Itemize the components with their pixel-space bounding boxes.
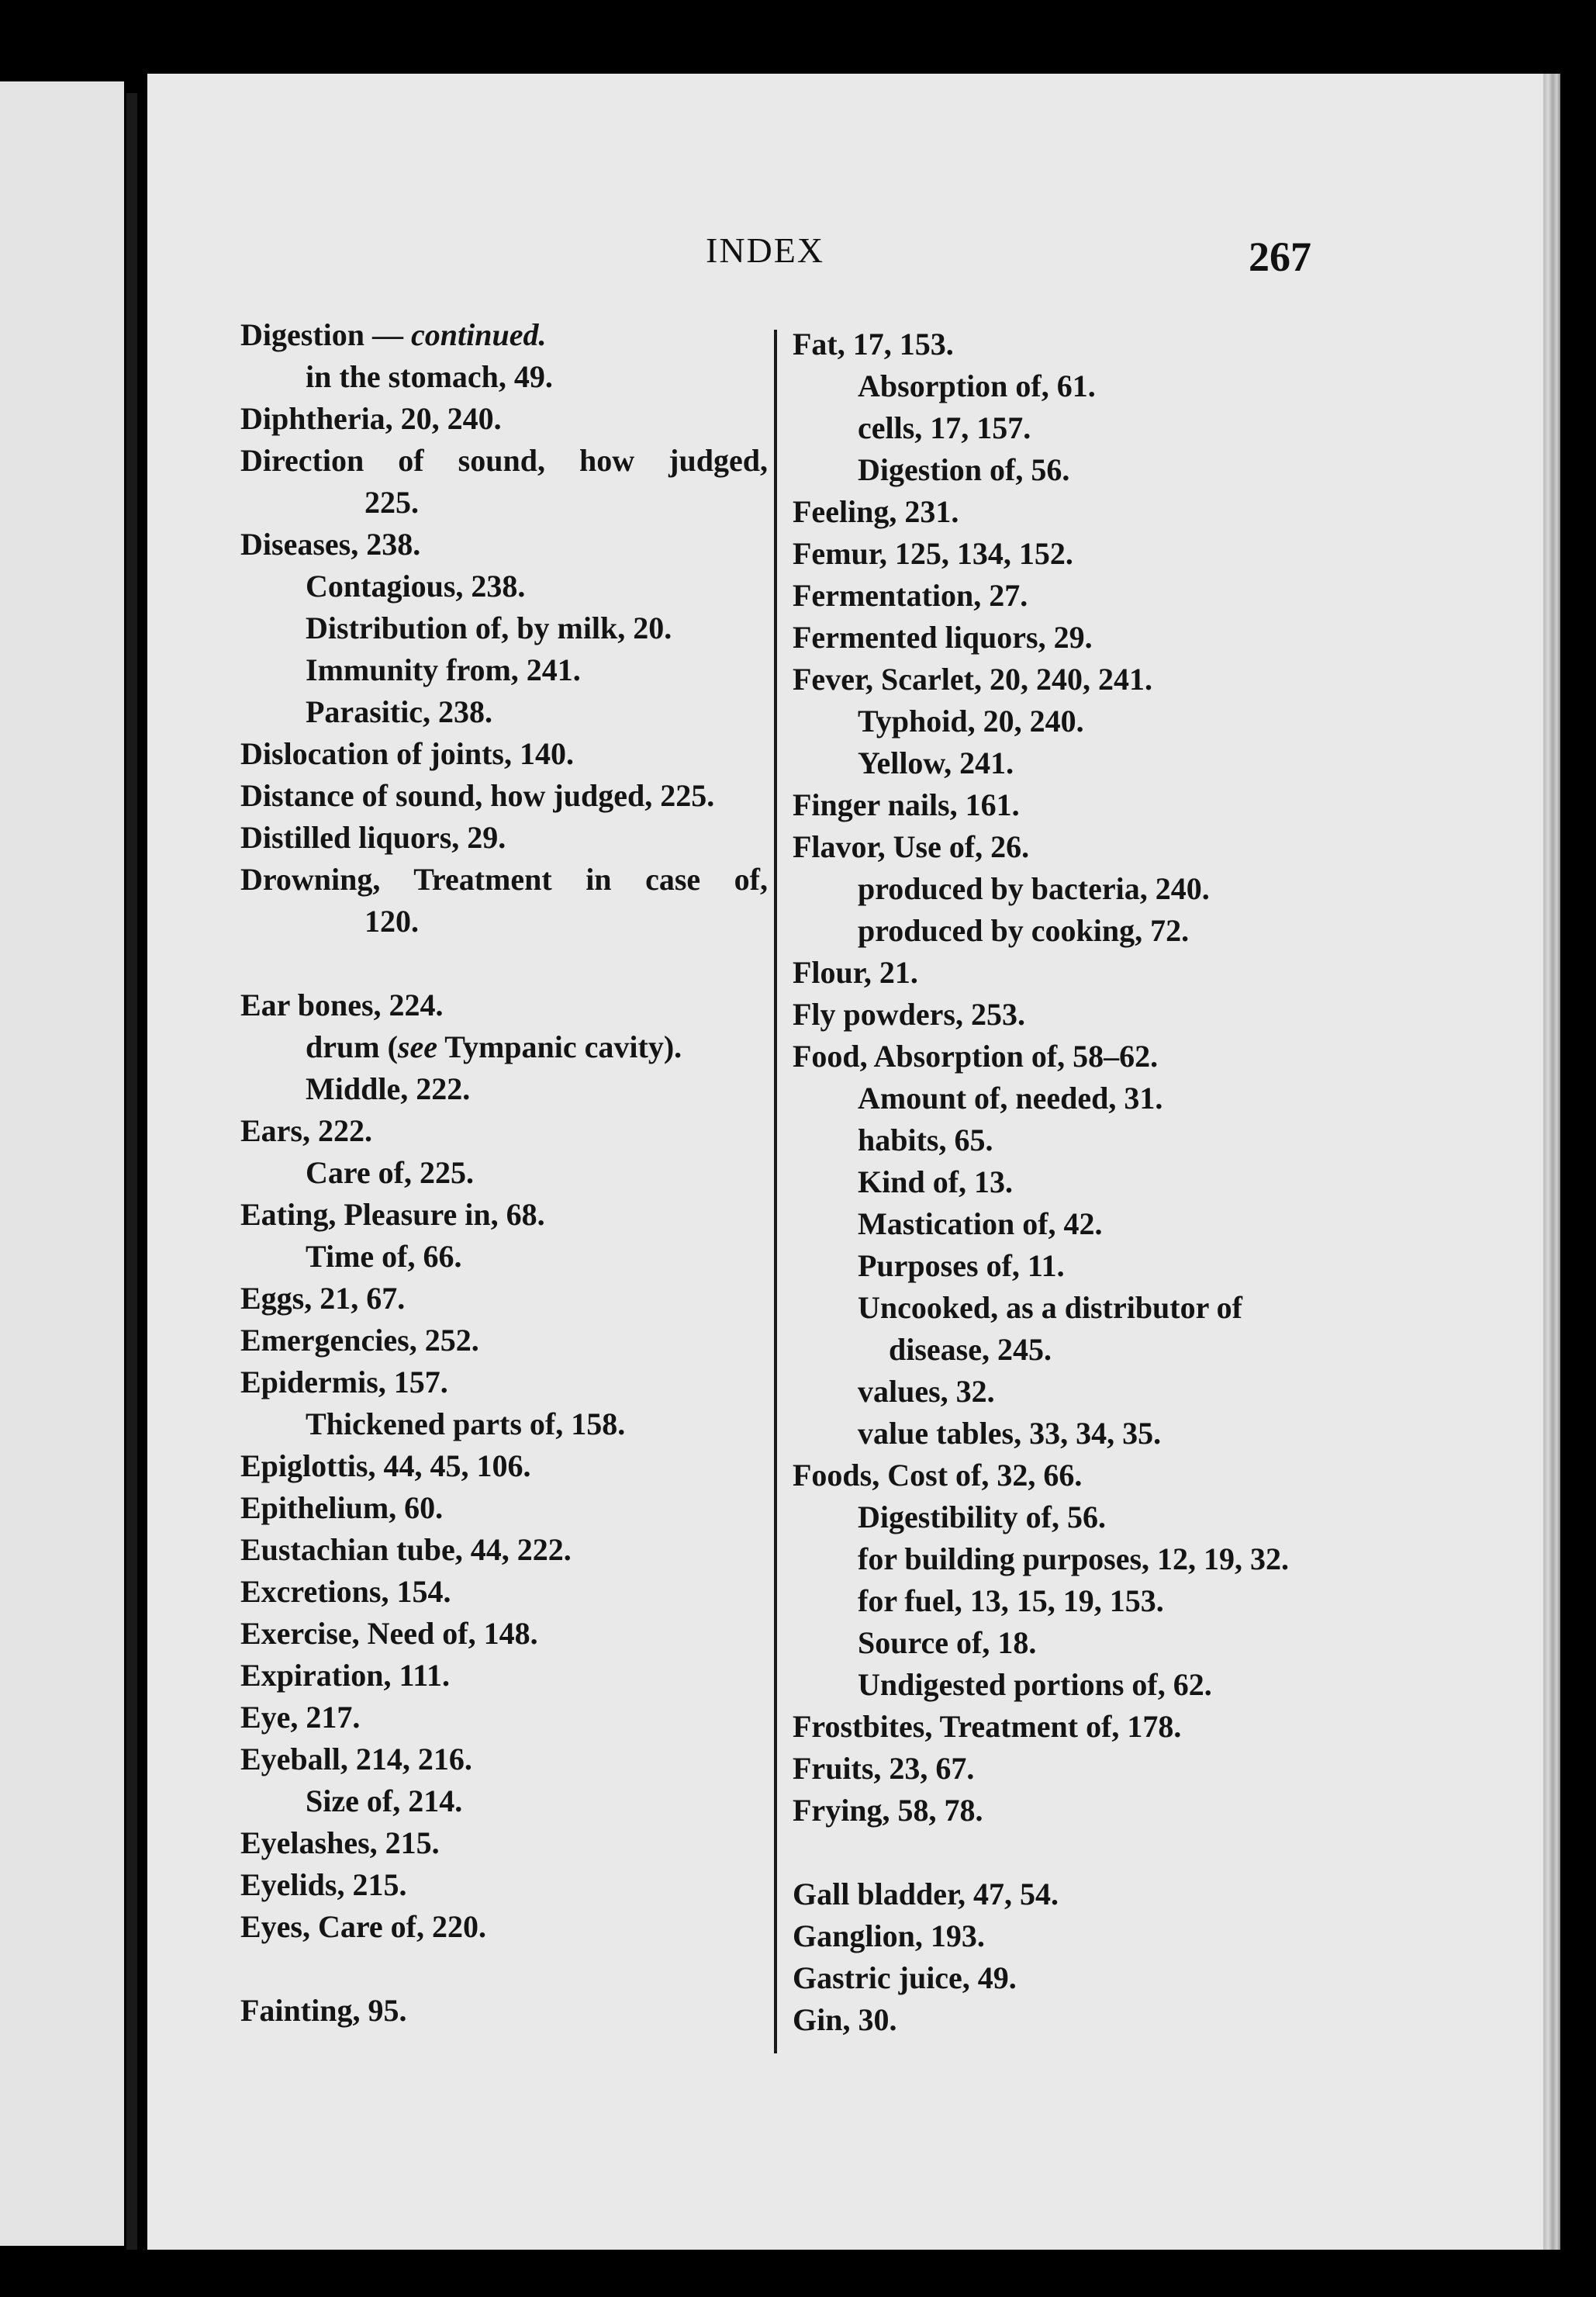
index-subentry <box>240 1152 776 1194</box>
entry-text-after: Tympanic cavity). <box>437 1029 682 1064</box>
entry-text: Exercise, Need of, 148. <box>240 1616 538 1651</box>
index-entry <box>240 1529 776 1571</box>
entry-text: Purposes of, 11. <box>858 1248 1065 1283</box>
entry-text: Direction of sound, how judged, <box>240 443 768 478</box>
entry-text: Excretions, 154. <box>240 1574 451 1609</box>
index-entry <box>240 1738 776 1780</box>
entry-text: Eustachian tube, 44, 222. <box>240 1532 572 1567</box>
index-entry <box>240 733 776 775</box>
index-entry <box>793 1455 1320 1496</box>
entry-text: Fainting, 95. <box>240 1993 407 2028</box>
entry-text: Distribution of, by milk, 20. <box>306 611 672 645</box>
index-entry <box>793 952 1320 994</box>
entry-text: Time of, 66. <box>306 1239 462 1274</box>
index-entry <box>240 817 776 859</box>
entry-text: disease, 245. <box>889 1332 1052 1367</box>
letter-gap <box>240 1948 776 1990</box>
index-column-right <box>793 323 1320 2041</box>
index-entry <box>240 1110 776 1152</box>
entry-text: produced by bacteria, 240. <box>858 871 1210 906</box>
index-subentry <box>793 1371 1320 1413</box>
index-entry <box>793 994 1320 1036</box>
page-number: 267 <box>1249 234 1311 280</box>
entry-text: Drowning, Treatment in case of, <box>240 862 768 897</box>
index-entry <box>793 659 1320 701</box>
index-entry <box>240 1990 776 2032</box>
index-column-left <box>240 314 776 2032</box>
entry-text: Thickened parts of, 158. <box>306 1406 626 1441</box>
index-subentry <box>240 566 776 607</box>
entry-text: Frostbites, Treatment of, 178. <box>793 1709 1182 1744</box>
entry-text: Flavor, Use of, 26. <box>793 829 1030 864</box>
index-entry <box>240 1361 776 1403</box>
gutter-shadow <box>126 93 137 2250</box>
index-entry <box>793 491 1320 533</box>
index-subentry <box>240 1403 776 1445</box>
index-entry <box>793 1748 1320 1790</box>
entry-text: 225. <box>364 485 419 520</box>
entry-text: Epidermis, 157. <box>240 1365 448 1399</box>
index-subentry <box>793 868 1320 910</box>
entry-text: Ear bones, 224. <box>240 988 444 1022</box>
entry-text: Foods, Cost of, 32, 66. <box>793 1458 1083 1493</box>
index-subentry <box>240 901 776 943</box>
entry-text: Gastric juice, 49. <box>793 1960 1017 1995</box>
index-subentry <box>793 1119 1320 1161</box>
entry-text: Digestibility of, 56. <box>858 1500 1106 1534</box>
index-entry <box>240 1487 776 1529</box>
index-subentry <box>240 1068 776 1110</box>
entry-text: Eating, Pleasure in, 68. <box>240 1197 545 1232</box>
entry-text: Ganglion, 193. <box>793 1918 985 1953</box>
entry-text: Kind of, 13. <box>858 1164 1014 1199</box>
entry-text: Immunity from, 241. <box>306 652 581 687</box>
entry-text: Eyeball, 214, 216. <box>240 1742 472 1776</box>
index-entry <box>240 1194 776 1236</box>
entry-text: for building purposes, 12, 19, 32. <box>858 1541 1290 1576</box>
index-entry <box>793 1036 1320 1078</box>
index-entry <box>240 440 768 482</box>
index-subentry <box>793 1245 1320 1287</box>
index-subentry <box>793 701 1320 742</box>
entry-text: Feeling, 231. <box>793 494 959 529</box>
entry-text: value tables, 33, 34, 35. <box>858 1416 1162 1451</box>
index-entry <box>240 1697 776 1738</box>
entry-text: Yellow, 241. <box>858 745 1014 780</box>
entry-text: Uncooked, as a distributor of <box>858 1290 1242 1325</box>
index-entry <box>240 775 776 817</box>
entry-text: Eye, 217. <box>240 1700 361 1735</box>
entry-text: Mastication of, 42. <box>858 1206 1103 1241</box>
entry-text: Epithelium, 60. <box>240 1490 444 1525</box>
index-entry <box>240 1445 776 1487</box>
index-subentry <box>240 649 776 691</box>
index-entry <box>240 524 776 566</box>
page-edge <box>1543 74 1560 2250</box>
index-entry <box>240 314 776 356</box>
index-entry <box>240 859 768 901</box>
index-subentry <box>240 691 776 733</box>
letter-gap <box>793 1832 1320 1873</box>
entry-text: Dislocation of joints, 140. <box>240 736 574 771</box>
entry-text: Frying, 58, 78. <box>793 1793 983 1828</box>
index-subentry <box>240 607 776 649</box>
index-subentry <box>793 1413 1320 1455</box>
entry-text: Contagious, 238. <box>306 569 526 604</box>
index-subentry <box>793 1580 1320 1622</box>
entry-text: Undigested portions of, 62. <box>858 1667 1212 1702</box>
entry-text: Diseases, 238. <box>240 527 421 562</box>
entry-text: Emergencies, 252. <box>240 1323 479 1358</box>
index-entry <box>793 1706 1320 1748</box>
entry-text: Size of, 214. <box>306 1783 463 1818</box>
index-entry <box>240 984 776 1026</box>
entry-italic-text: continued. <box>411 317 547 352</box>
entry-text: Fermented liquors, 29. <box>793 620 1093 655</box>
entry-text: Fermentation, 27. <box>793 578 1028 613</box>
index-subentry <box>793 449 1320 491</box>
index-entry <box>240 1320 776 1361</box>
entry-text: Middle, 222. <box>306 1071 471 1106</box>
index-entry <box>793 575 1320 617</box>
index-entry <box>793 1790 1320 1832</box>
index-entry <box>793 1957 1320 1999</box>
entry-italic-text: see <box>397 1029 437 1064</box>
entry-text: Ears, 222. <box>240 1113 372 1148</box>
entry-text: Parasitic, 238. <box>306 694 493 729</box>
entry-text: Distilled liquors, 29. <box>240 820 506 855</box>
entry-text: Fruits, 23, 67. <box>793 1751 975 1786</box>
index-subentry <box>240 1236 776 1278</box>
entry-text: Distance of sound, how judged, 225. <box>240 778 715 813</box>
index-subentry <box>793 1538 1320 1580</box>
entry-text: Eggs, 21, 67. <box>240 1281 406 1316</box>
entry-text: Diphtheria, 20, 240. <box>240 401 502 436</box>
entry-text: Femur, 125, 134, 152. <box>793 536 1073 571</box>
index-entry <box>240 1655 776 1697</box>
entry-text: Fly powders, 253. <box>793 997 1025 1032</box>
entry-text: produced by cooking, 72. <box>858 913 1190 948</box>
entry-text: values, 32. <box>858 1374 995 1409</box>
index-subentry <box>240 482 776 524</box>
entry-text: Fat, 17, 153. <box>793 327 954 362</box>
index-subentry <box>793 742 1320 784</box>
entry-text: Gall bladder, 47, 54. <box>793 1877 1059 1911</box>
index-entry <box>793 1999 1320 2041</box>
running-title: INDEX <box>706 230 825 270</box>
entry-text: for fuel, 13, 15, 19, 153. <box>858 1583 1164 1618</box>
entry-text: habits, 65. <box>858 1123 993 1157</box>
entry-text: Epiglottis, 44, 45, 106. <box>240 1448 531 1483</box>
entry-text: Absorption of, 61. <box>858 368 1096 403</box>
entry-text: Digestion — <box>240 317 411 352</box>
index-subentry <box>793 1622 1320 1664</box>
index-subentry <box>793 910 1320 952</box>
entry-text: Finger nails, 161. <box>793 787 1020 822</box>
index-entry <box>240 1278 776 1320</box>
index-entry <box>793 784 1320 826</box>
entry-text: Eyes, Care of, 220. <box>240 1909 486 1944</box>
index-subentry <box>793 1161 1320 1203</box>
column-divider <box>774 330 777 2053</box>
index-entry <box>793 1915 1320 1957</box>
entry-text: cells, 17, 157. <box>858 410 1031 445</box>
index-entry <box>793 533 1320 575</box>
index-entry <box>240 1822 776 1864</box>
facing-page-strip <box>0 81 124 2246</box>
index-subentry <box>793 1203 1320 1245</box>
index-subentry <box>793 1329 1320 1371</box>
index-entry <box>240 1571 776 1613</box>
index-entry <box>793 826 1320 868</box>
index-entry <box>793 323 1320 365</box>
index-subentry <box>793 365 1320 407</box>
letter-gap <box>240 943 776 984</box>
entry-text: Flour, 21. <box>793 955 918 990</box>
entry-text: Expiration, 111. <box>240 1658 451 1693</box>
index-subentry <box>793 1078 1320 1119</box>
index-entry <box>793 617 1320 659</box>
entry-text: Digestion of, 56. <box>858 452 1070 487</box>
entry-text: in the stomach, 49. <box>306 359 553 394</box>
entry-text: Typhoid, 20, 240. <box>858 704 1084 739</box>
entry-text: Amount of, needed, 31. <box>858 1081 1163 1116</box>
entry-text: Source of, 18. <box>858 1625 1037 1660</box>
index-subentry <box>240 356 776 398</box>
entry-text: Care of, 225. <box>306 1155 474 1190</box>
entry-text: Fever, Scarlet, 20, 240, 241. <box>793 662 1152 697</box>
entry-text: Gin, 30. <box>793 2002 897 2037</box>
index-subentry <box>240 1026 776 1068</box>
index-subentry <box>793 407 1320 449</box>
index-subentry <box>793 1287 1320 1329</box>
index-entry <box>240 1864 776 1906</box>
index-entry <box>793 1873 1320 1915</box>
entry-text: drum ( <box>306 1029 398 1064</box>
entry-text: 120. <box>364 904 419 939</box>
index-subentry <box>793 1664 1320 1706</box>
index-subentry <box>793 1496 1320 1538</box>
entry-text: Food, Absorption of, 58–62. <box>793 1039 1159 1074</box>
index-entry <box>240 1613 776 1655</box>
index-subentry <box>240 1780 776 1822</box>
entry-text: Eyelids, 215. <box>240 1867 407 1902</box>
index-entry <box>240 398 776 440</box>
index-entry <box>240 1906 776 1948</box>
entry-text: Eyelashes, 215. <box>240 1825 440 1860</box>
